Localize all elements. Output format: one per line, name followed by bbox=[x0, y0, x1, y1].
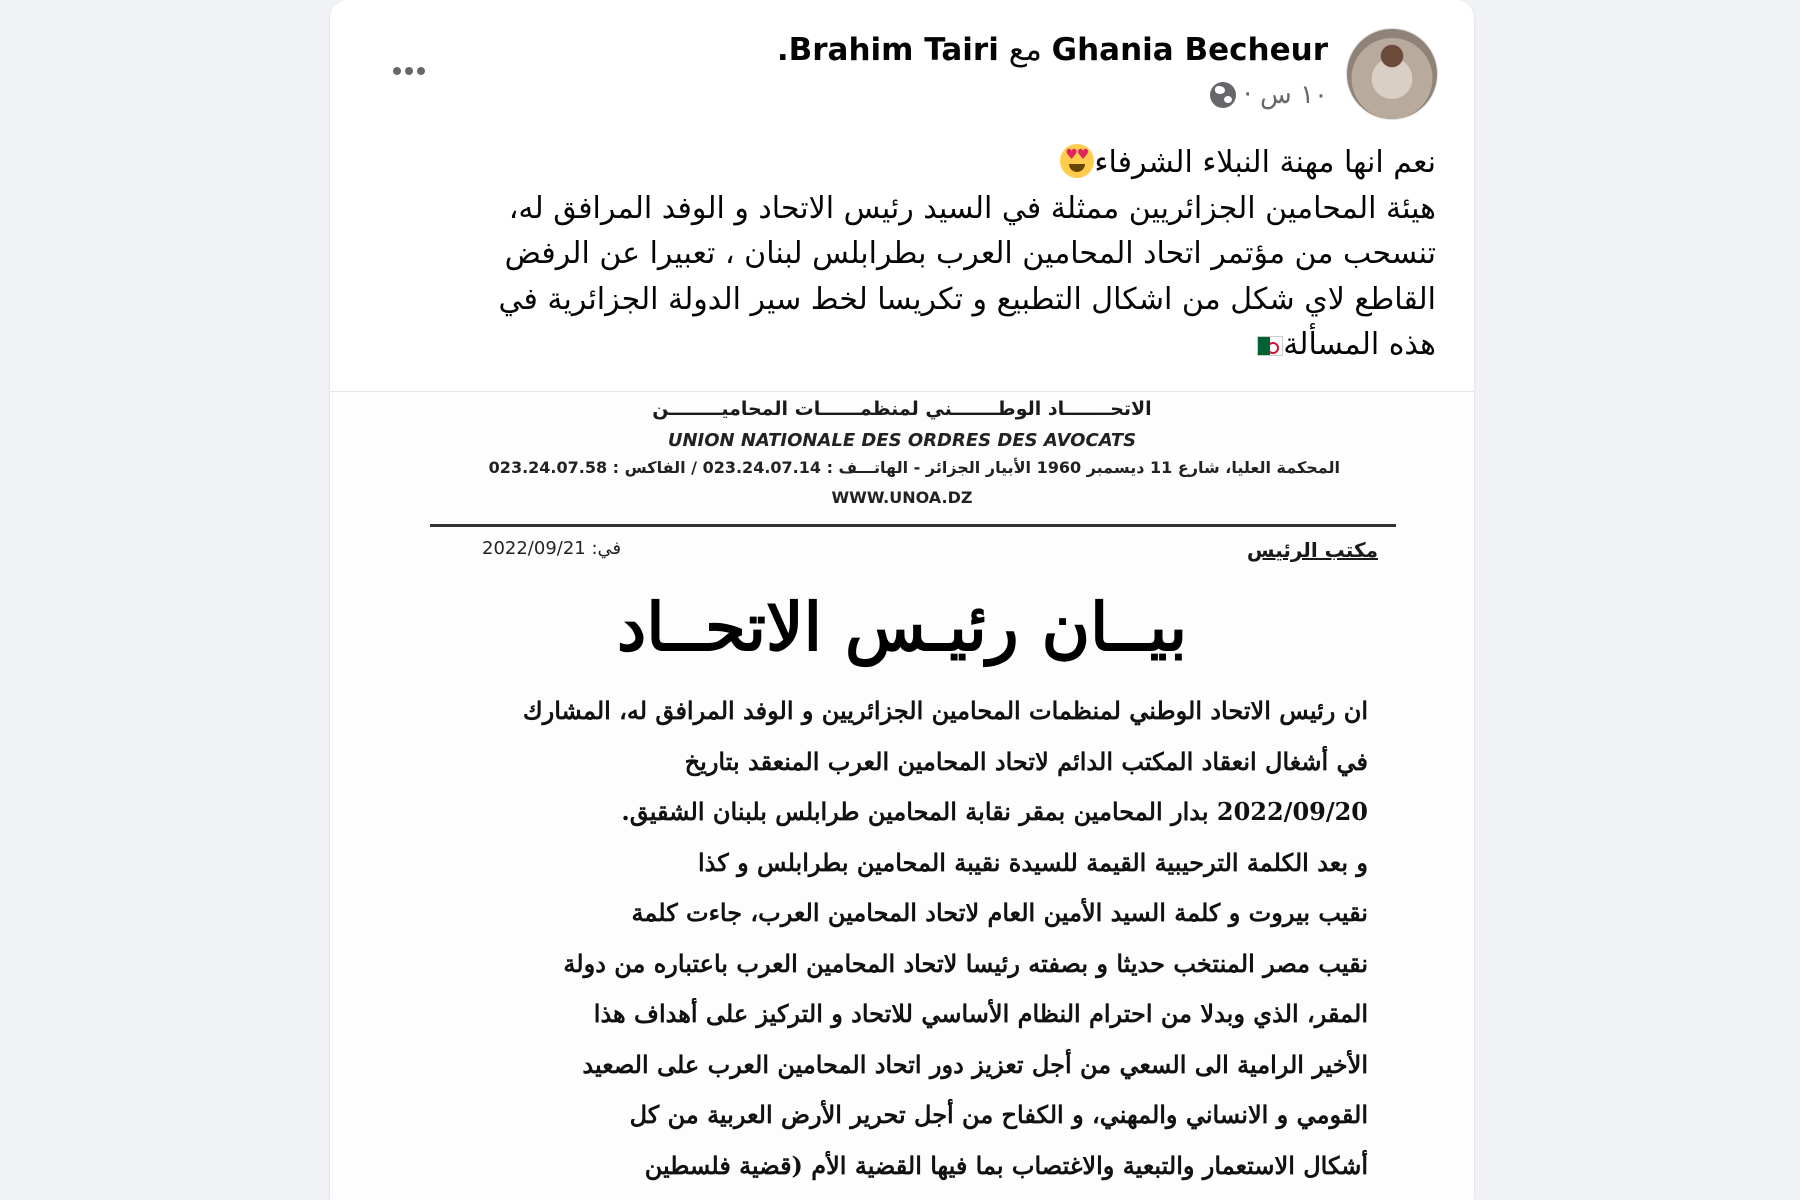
with-word: مع bbox=[1008, 32, 1042, 68]
post-image-document[interactable] bbox=[330, 392, 1474, 1200]
doc-body-line: نقيب مصر المنتخب حديثا و بصفته رئيسا لاتحاد المحامين العرب باعتباره من دولة bbox=[563, 948, 1368, 978]
doc-body-line: الأخير الرامية الى السعي من أجل تعزيز دور اتحاد المحامين العرب على الصعيد bbox=[582, 1049, 1368, 1079]
avatar[interactable] bbox=[1346, 28, 1438, 120]
doc-date: في: 2022/09/21 bbox=[482, 538, 622, 559]
more-options-icon-dot bbox=[405, 67, 413, 75]
doc-body-line: أشكال الاستعمار والتبعية والاغتصاب بما فيها القضية الأم (قضية فلسطين bbox=[644, 1150, 1368, 1180]
more-options-icon-dot bbox=[417, 67, 425, 75]
doc-body-line: نقيب بيروت و كلمة السيد الأمين العام لاتحاد المحامين العرب، جاءت كلمة bbox=[631, 898, 1368, 927]
author-name[interactable]: Ghania Becheur bbox=[1051, 32, 1328, 68]
post-text-line: تنسحب من مؤتمر اتحاد المحامين العرب بطرابلس لبنان ، تعبيرا عن الرفض bbox=[504, 236, 1436, 271]
doc-body-line: القومي و الانساني والمهني، و الكفاح من أجل تحرير الأرض العربية من كل bbox=[629, 1100, 1368, 1129]
post-text-line: هيئة المحامين الجزائريين ممثلة في السيد رئيس الاتحاد و الوفد المرافق له، bbox=[508, 190, 1436, 226]
doc-website: WWW.UNOA.DZ bbox=[831, 488, 973, 507]
doc-body-line: 2022/09/20 بدار المحامين بمقر نقابة المحامين طرابلس بلبنان الشقيق. bbox=[621, 797, 1368, 826]
post-text-line: نعم انها مهنة النبلاء الشرفاء♥ ♥ bbox=[356, 140, 1436, 186]
doc-body bbox=[428, 686, 1368, 1191]
tagged-user-name[interactable]: Brahim Tairi. bbox=[776, 32, 999, 68]
doc-office: مكتب الرئيس bbox=[1246, 538, 1378, 562]
doc-body-line: في أشغال انعقاد المكتب الدائم لاتحاد المحامين العرب المنعقد بتاريخ bbox=[684, 746, 1368, 776]
more-options-icon bbox=[393, 67, 401, 75]
doc-body-line: ان رئيس الاتحاد الوطني لمنظمات المحامين الجزائريين و الوفد المرافق له، المشارك bbox=[522, 696, 1368, 725]
post-text-line: هذه المسألة bbox=[356, 322, 1436, 368]
post-text-line: القاطع لاي شكل من اشكال التطبيع و تكريسا لخط سير الدولة الجزائرية في bbox=[498, 281, 1436, 317]
algeria-flag-icon bbox=[1257, 336, 1283, 356]
post-author-line bbox=[777, 32, 1328, 68]
post-meta bbox=[1210, 80, 1328, 110]
post-time[interactable]: ١٠ س · bbox=[1243, 80, 1328, 110]
doc-org-french: UNION NATIONALE DES ORDRES DES AVOCATS bbox=[667, 430, 1137, 451]
doc-org-arabic: الاتحـــــــاد الوطـــــــني لمنظمــــــات المحاميــــــــن bbox=[652, 398, 1152, 420]
doc-body-line: المقر، الذي وبدلا من احترام النظام الأساسي للاتحاد و التركيز على أهداف هذا bbox=[593, 999, 1368, 1028]
post-card bbox=[330, 0, 1474, 1200]
doc-body-line: و بعد الكلمة الترحيبية القيمة للسيدة نقيبة المحامين بطرابلس و كذا bbox=[698, 847, 1368, 877]
post-header bbox=[330, 0, 1474, 130]
post-text bbox=[356, 140, 1436, 368]
heart-eyes-emoji-icon bbox=[1060, 144, 1094, 178]
more-options-button[interactable] bbox=[384, 56, 434, 86]
doc-address: المحكمة العليا، شارع 11 ديسمبر 1960 الأبيار الجزائر - الهاتـــف : 023.24.07.14 / الفاكس : 023.24.07.58 bbox=[488, 458, 1340, 477]
doc-header-rule bbox=[430, 524, 1396, 527]
doc-title: بيــان رئيـس الاتحــاد bbox=[616, 588, 1188, 666]
globe-icon[interactable] bbox=[1210, 82, 1236, 108]
